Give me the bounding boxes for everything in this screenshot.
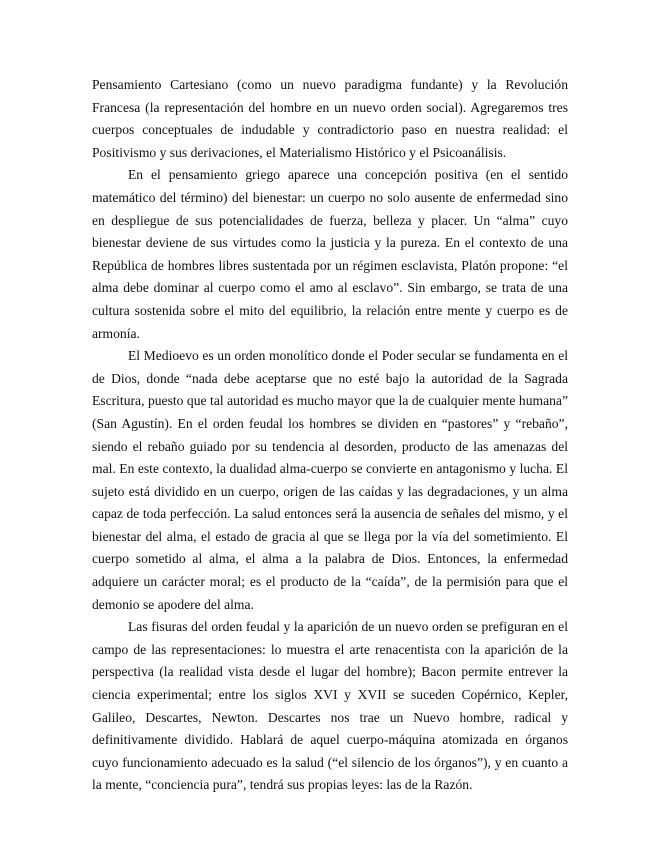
paragraph-4: Las fisuras del orden feudal y la aparición de un nuevo orden se prefiguran en el campo de las representaciones: lo muestra el arte renacentista con la aparición de la perspectiva (la realidad vista desde el lugar del hombre); Bacon permite entrever la ciencia experimental; entre los siglos XVI y XVII se suceden Copérnico, Kepler, Galileo, Descartes, Newton. Descartes nos trae un Nuevo hombre, radical y definitivamente dividido. Hablará de aquel cuerpo-máquina atomizada en órganos cuyo funcionamiento adecuado es la salud (“el silencio de los órganos”), y en cuanto a la mente, “conciencia pura”, tendrá sus propias leyes: las de la Razón. (92, 619, 568, 793)
paragraph-1: Pensamiento Cartesiano (como un nuevo paradigma fundante) y la Revolución Francesa (la representación del hombre en un nuevo orden social). Agregaremos tres cuerpos conceptuales de indudable y contradictorio paso en nuestra realidad: el Positivismo y sus derivaciones, el Materialismo Histórico y el Psicoanálisis. (92, 77, 568, 160)
paragraph-3: El Medioevo es un orden monolítico donde el Poder secular se fundamenta en el de Dios, donde “nada debe aceptarse que no esté bajo la autoridad de la Sagrada Escritura, puesto que tal autoridad es mucho mayor que la de cualquier mente humana” (San Agustín). En el orden feudal los hombres se dividen en “pastores” y “rebaño”, siendo el rebaño guiado por su tendencia al desorden, producto de las amenazas del mal. En este contexto, la dualidad alma-cuerpo se convierte en antagonismo y lucha. El sujeto está dividido en un cuerpo, origen de las caídas y las degradaciones, y un alma capaz de toda perfección. La salud entonces será la ausencia de señales del mismo, y el bienestar del alma, el estado de gracia al que se llega por la vía del sometimiento. El cuerpo sometido al alma, el alma a la palabra de Dios. Entonces, la enfermedad adquiere un carácter moral; es el producto de la “caída”, de la permisión para que el demonio se apodere del alma. (92, 348, 568, 612)
body-text (92, 74, 568, 797)
paragraph-2: En el pensamiento griego aparece una concepción positiva (en el sentido matemático del término) del bienestar: un cuerpo no solo ausente de enfermedad sino en despliegue de sus potencialidades de fuerza, belleza y placer. Un “alma” cuyo bienestar deviene de sus virtudes como la justicia y la pureza. En el contexto de una República de hombres libres sustentada por un régimen esclavista, Platón propone: “el alma debe dominar al cuerpo como el amo al esclavo”. Sin embargo, se trata de una cultura sostenida sobre el mito del equilibrio, la relación entre mente y cuerpo es de armonía. (92, 167, 568, 341)
